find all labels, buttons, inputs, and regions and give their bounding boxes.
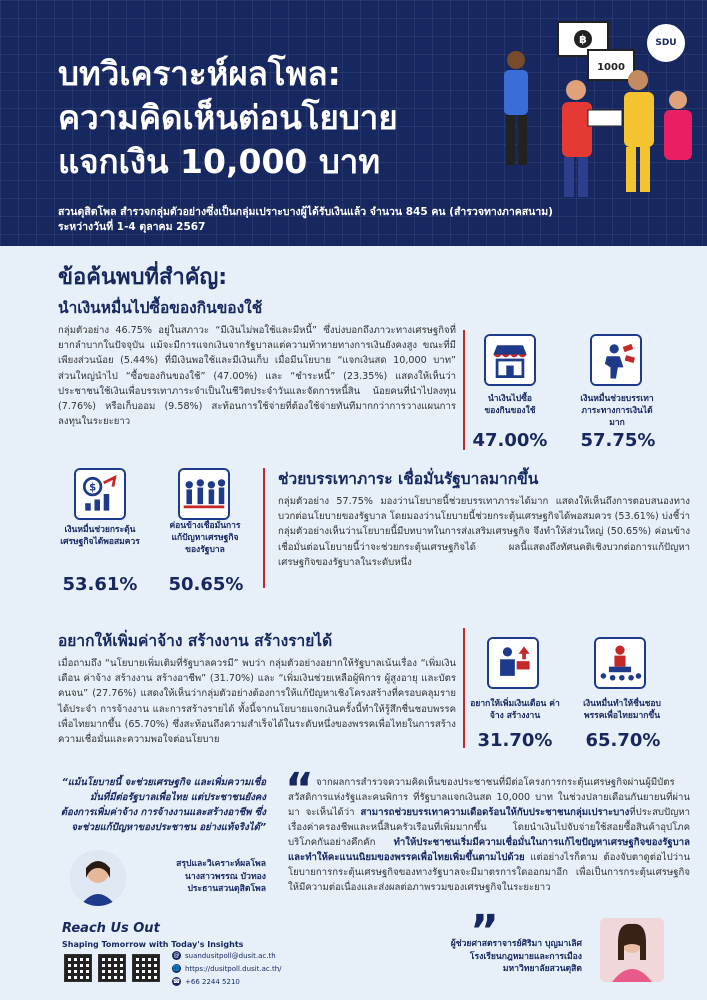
stat-4-label: ค่อนข้างเชื่อมั่นการ แก้ปัญหาเศรษฐกิจ ของรัฐบาล: [169, 521, 241, 555]
stat-6-label: เงินหมื่นทำให้ชื่นชอบ พรรคเพื่อไทยมากขึ้น: [583, 699, 661, 721]
stat-3-value: 53.61%: [62, 574, 138, 595]
section-3-heading: อยากให้เพิ่มค่าจ้าง สร้างงาน สร้างรายได้: [58, 632, 333, 650]
person-1-body: [504, 70, 528, 115]
person-4-body: [664, 110, 692, 160]
stat-5-label: อยากให้เพิ่มเงินเดือน ค่าจ้าง สร้างงาน: [470, 699, 560, 721]
signature-line-2: นางสาวพรรณ บัวทอง: [185, 871, 266, 882]
quote-highlight-1: สามารถช่วยบรรเทาความเดือดร้อนให้กับประชาชนกลุ่มเปราะบาง: [360, 807, 630, 818]
website-link[interactable]: [172, 964, 282, 973]
stat-5-value: 31.70%: [477, 730, 553, 751]
subtitle-line-1: สวนดุสิตโพล สำรวจกลุ่มตัวอย่างซึ่งเป็นกลุ่มเปราะบางผู้ได้รับเงินแล้ว จำนวน 845 คน (สำรวจทางภาคสนาม): [58, 206, 553, 218]
crowd-illustration: [488, 20, 698, 200]
person-3-body: [624, 92, 654, 147]
survey-subtitle: [58, 205, 553, 235]
analyst-line-1: ผู้ช่วยศาสตราจารย์ศิริมา บุญมาเลิศ: [450, 939, 582, 949]
section-1-heading: นำเงินหมื่นไปซื้อของกินของใช้: [58, 299, 263, 317]
money-relief-icon: [590, 334, 642, 386]
section-2-divider: [263, 468, 265, 588]
header-banner: [0, 0, 707, 246]
person-2-head: [566, 80, 586, 100]
stat-1-value: 47.00%: [472, 430, 548, 451]
section-2-heading: ช่วยบรรเทาภาระ เชื่อมั่นรัฐบาลมากขึ้น: [278, 470, 539, 488]
title-line-3: แจกเงิน 10,000 บาท: [58, 142, 381, 181]
analyst-quote: [288, 775, 690, 895]
email-icon: @: [173, 952, 180, 959]
stat-3-label: เงินหมื่นช่วยกระตุ้น เศรษฐกิจได้พอสมควร: [60, 525, 140, 547]
email-text: suandusitpoll@dusit.ac.th: [185, 951, 276, 960]
stat-2-label: เงินหมื่นช่วยบรรเทา ภาระทางการเงินได้มาก: [580, 394, 654, 428]
qr-code-3[interactable]: [132, 954, 160, 982]
person-4-head: [669, 91, 687, 109]
stat-6-value: 65.70%: [585, 730, 661, 751]
baht-symbol: ฿: [579, 33, 587, 46]
qr-code-1[interactable]: [64, 954, 92, 982]
svg-text:$: $: [89, 482, 97, 494]
quote-highlight-2: ทำให้ประชาชนเริ่มมีความเชื่อมั่นในการแก้ไขปัญหาเศรษฐกิจของรัฐบาล และทำให้คะแนนนิยมของพรรคเพื่อไทยเพิ่มขึ้นตามไปด้วย: [288, 837, 690, 863]
analyst-photo: [600, 918, 664, 982]
analyst-line-3: มหาวิทยาลัยสวนดุสิต: [502, 964, 582, 974]
quote-open-icon: “: [285, 764, 314, 815]
section-3-paragraph: เมื่อถามถึง “นโยบายเพิ่มเติมที่รัฐบาลควรมี” พบว่า กลุ่มตัวอย่างอยากให้รัฐบาลเน้นเรื่อง “เพิ่มเงินเดือน ค่าจ้าง สร้างงาน สร้างอาชีพ” (31.70%) และ “เพิ่มเงินช่วยเหลือผู้พิการ ผู้สูงอายุ และบัตรคนจน” (27.76%) แสดงให้เห็นว่ากลุ่มตัวอย่างต้องการให้แก้ปัญหาเชิงโครงสร้างที่ครอบคลุมรายได้ประจำ การจ้างงาน และการสร้างรายได้ ทั้งนี้จากนโยบายแจกเงินครั้งนี้ทำให้รู้สึกชื่นชอบพรรคเพื่อไทยมากขึ้น (65.70%) ซึ่งสะท้อนถึงความสำเร็จได้ในระดับหนึ่งของพรรคเพื่อไทยในการสร้างความเชื่อมั่นและความพอใจต่อนโยบาย: [58, 658, 456, 746]
stat-1-label: นำเงินไปซื้อ ของกินของใช้: [484, 394, 536, 416]
quote-end: แต่อย่างไรก็ตาม ต้องจับตาดูต่อไปว่านโยบายการกระตุ้นเศรษฐกิจของทางรัฐบาลจะมีมาตรการใดออกมาอีก เพื่อเป็นการกระตุ้นเศรษฐกิจให้มีความต่อเนื่องและส่งผลต่อภาพรวมของเศรษฐกิจในระยะยาว: [288, 852, 690, 893]
economy-growth-icon: [74, 468, 126, 520]
title-line-2: ความคิดเห็นต่อนโยบาย: [58, 98, 398, 137]
signature-line-1: สรุปและวิเคราะห์ผลโพล: [176, 859, 266, 869]
key-findings-heading: ข้อค้นพบที่สำคัญ:: [58, 265, 228, 290]
person-1-head: [507, 51, 525, 69]
party-podium-icon: [594, 637, 646, 689]
stat-4-value: 50.65%: [168, 574, 244, 595]
president-signature: [130, 858, 266, 896]
logo-text: SDU: [655, 38, 677, 48]
cash-bundle: [588, 110, 622, 126]
people-confidence-icon: [178, 468, 230, 520]
quote-close-icon: ”: [470, 906, 499, 957]
qr-code-2[interactable]: [98, 954, 126, 982]
website-text: https://dusitpoll.dusit.ac.th/: [185, 964, 282, 973]
market-stall-icon: [484, 334, 536, 386]
tagline: Shaping Tomorrow with Today's Insights: [62, 940, 244, 949]
quote-middle: ที่ประสบปัญหาเรื่องค่าครองชีพและหนี้สินครัวเรือนที่เพิ่มมากขึ้น โดยนำเงินไปจับจ่ายใช้สอยซื้อสินค้าอุปโภคบริโภคกันอย่างคึกคัก: [288, 807, 690, 848]
email-link[interactable]: [172, 951, 276, 960]
section-3-divider: [463, 628, 465, 748]
title-line-1: บทวิเคราะห์ผลโพล:: [58, 54, 341, 93]
person-1-leg: [506, 115, 515, 165]
section-2-paragraph: กลุ่มตัวอย่าง 57.75% มองว่านโยบายนี้ช่วยบรรเทาภาระได้มาก แสดงให้เห็นถึงการตอบสนองทางบวกต่อนโยบายของรัฐบาล โดยมองว่านโยบายนี้ช่วยกระตุ้นเศรษฐกิจได้พอสมควร (53.61%) บ่งชี้ว่ากลุ่มตัวอย่างเห็นว่านโยบายนี้มีบทบาทในการส่งเสริมเศรษฐกิจ จึงทำให้ส่วนใหญ่ (50.65%) ค่อนข้างเชื่อมั่นต่อนโยบายนี้ว่าจะช่วยกระตุ้นเศรษฐกิจได้ ผลนี้แสดงถึงทัศนคติเชิงบวกต่อการแก้ปัญหาเศรษฐกิจของรัฐบาลในระดับหนึ่ง: [278, 496, 690, 568]
phone-link[interactable]: [172, 977, 240, 986]
reach-us-heading: Reach Us Out: [62, 921, 160, 936]
sign-amount: 1000: [597, 62, 625, 73]
signature-line-3: ประธานสวนดุสิตโพล: [187, 884, 266, 894]
person-3-head: [628, 70, 648, 90]
subtitle-line-2: ระหว่างวันที่ 1-4 ตุลาคม 2567: [58, 221, 206, 233]
phone-icon: ☎: [172, 978, 181, 985]
analyst-line-2: โรงเรียนกฎหมายและการเมือง: [469, 951, 582, 962]
phone-text: +66 2244 5210: [185, 977, 240, 986]
salary-increase-icon: [487, 637, 539, 689]
president-quote: “แม้นโยบายนี้ จะช่วยเศรษฐกิจ และเพิ่มความเชื่อมั่นที่มีต่อรัฐบาลเพื่อไทย แต่ประชาชนยังคงต้องการเพิ่มค่าจ้าง การจ้างงานและสร้างอาชีพ ซึ่งจะช่วยแก้ปัญหาของประชาชน อย่างแท้จริงได้”: [60, 777, 266, 833]
stat-2-value: 57.75%: [580, 430, 656, 451]
page-title: [58, 52, 398, 184]
quote-intro: จากผลการสำรวจความคิดเห็นของประชาชนที่มีต่อโครงการกระตุ้นเศรษฐกิจผ่านผู้มีบัตรสวัสดิการแห่งรัฐและคนพิการ ที่รัฐบาลแจกเงินสด 10,000 บาท ในช่วงปลายเดือนกันยายนที่ผ่านมา จะเห็นได้ว่า: [288, 777, 690, 818]
section-1-paragraph: กลุ่มตัวอย่าง 46.75% อยู่ในสภาวะ “มีเงินไม่พอใช้และมีหนี้” ซึ่งบ่งบอกถึงภาวะทางเศรษฐกิจที่ยากลำบากในปัจจุบัน แม้จะมีการแจกเงินจากรัฐบาลแต่ความท้าทายทางการเงินยังคงสูง ขณะที่มีเพียงส่วนน้อย (5.44%) ที่มีเงินพอใช้และมีเงินเก็บ เมื่อมีนโยบาย “แจกเงินสด 10,000 บาท” ส่วนใหญ่นำไป “ซื้อของกินของใช้” (47.00%) และ “ชำระหนี้” (23.35%) แสดงให้เห็นว่าประชาชนใช้เงินเพื่อบรรเทาภาระจำเป็นในชีวิตประจำวันและจัดการหนี้สิน น้อยคนที่นำไปลงทุน (7.76%) หรือเก็บออม (9.58%) สะท้อนการใช้จ่ายที่ต้องใช้จ่ายทันทีมากกว่าการวางแผนการลงทุนในระยะยาว: [58, 325, 456, 428]
analyst-signature: [418, 938, 582, 976]
globe-icon: 🌐: [172, 965, 181, 972]
president-avatar: [70, 850, 126, 906]
